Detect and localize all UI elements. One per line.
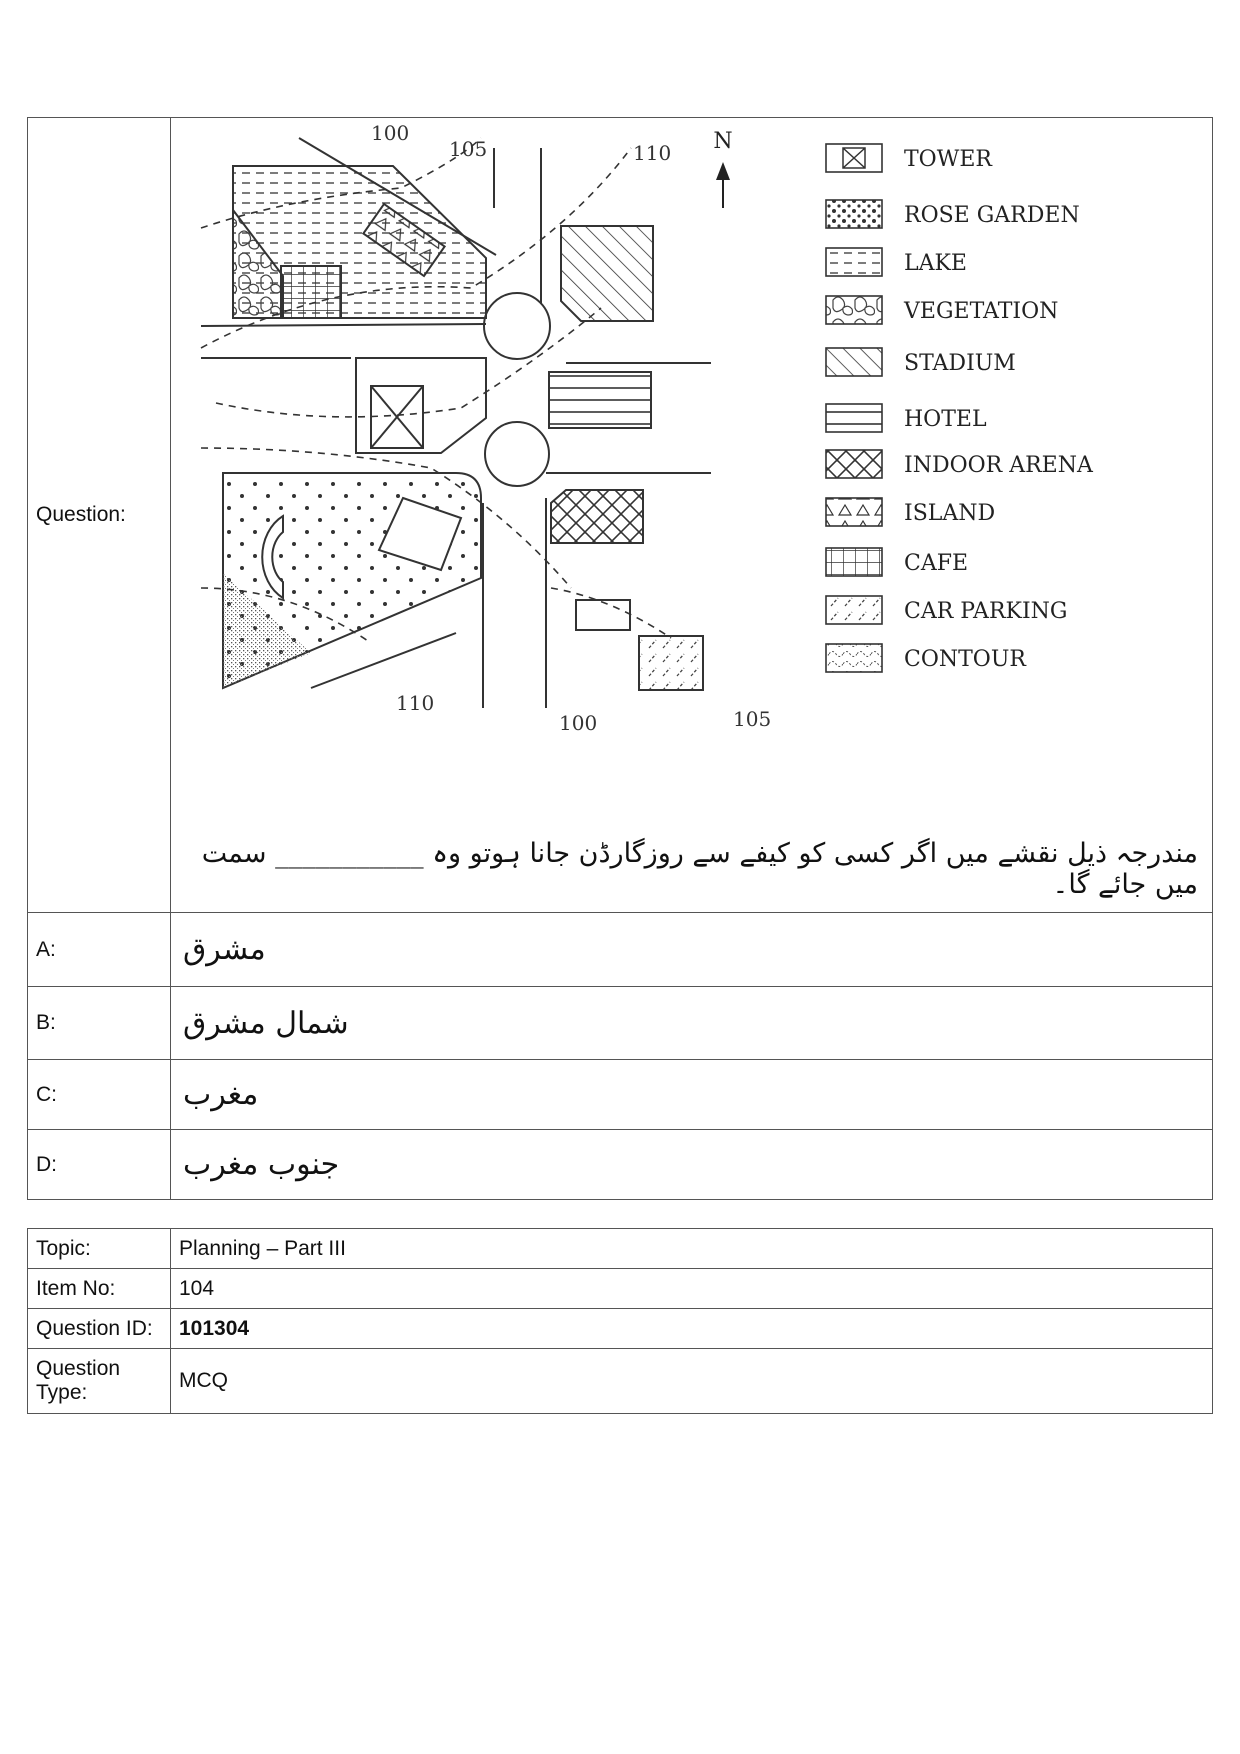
legend-label: STADIUM: [904, 351, 1016, 376]
contour-label: 110: [633, 141, 672, 165]
legend-swatch: [826, 348, 882, 376]
question-label: Question:: [28, 118, 171, 913]
north-arrow: [713, 129, 732, 208]
map-legend: [826, 144, 1094, 672]
option-a-text[interactable]: مشرق: [183, 932, 266, 967]
legend-swatch: [826, 296, 882, 324]
metadata-table: [27, 1228, 1213, 1414]
option-c-label: C:: [28, 1060, 171, 1130]
legend-swatch: [826, 498, 882, 526]
topic-label: Topic:: [28, 1229, 171, 1269]
contour-label: 110: [396, 691, 435, 715]
legend-swatch: [826, 644, 882, 672]
legend-label: ROSE GARDEN: [904, 203, 1080, 228]
legend-swatch: [826, 248, 882, 276]
map-drawing: [201, 138, 711, 708]
question-id-label: Question ID:: [28, 1309, 171, 1349]
question-content: [171, 118, 1213, 913]
legend-label: ISLAND: [904, 501, 996, 526]
legend-swatch: [826, 404, 882, 432]
legend-label: LAKE: [904, 251, 967, 276]
legend-swatch: [826, 596, 882, 624]
contour-label: 105: [449, 137, 488, 161]
question-type-label: Question Type:: [28, 1349, 171, 1414]
question-table: [27, 117, 1213, 1200]
legend-label: CAFE: [904, 551, 969, 576]
map-figure: [171, 118, 1201, 838]
option-b-label: B:: [28, 987, 171, 1060]
contour-label: 100: [371, 121, 410, 145]
topic-value: Planning – Part III: [171, 1229, 1213, 1269]
north-label: N: [713, 129, 733, 154]
legend-label: CONTOUR: [904, 647, 1026, 672]
question-stem: مندرجہ ذیل نقشے میں اگر کسی کو کیفے سے روزگارڈن جانا ہوتو وہ ___________ سمت میں جائے گا۔: [201, 838, 1198, 900]
legend-swatch: [826, 548, 882, 576]
contour-label: 100: [559, 711, 598, 735]
contour-label: 105: [733, 707, 772, 731]
option-a-label: A:: [28, 913, 171, 987]
legend-swatch: [826, 200, 882, 228]
legend-label: INDOOR ARENA: [904, 453, 1093, 478]
legend-label: TOWER: [904, 147, 992, 172]
option-d-text[interactable]: جنوب مغرب: [183, 1147, 340, 1182]
question-type-value: MCQ: [171, 1349, 1213, 1414]
item-no-label: Item No:: [28, 1269, 171, 1309]
item-no-value: 104: [171, 1269, 1213, 1309]
option-c-text[interactable]: مغرب: [183, 1077, 259, 1112]
question-id-value: 101304: [171, 1309, 1213, 1349]
legend-swatch: [826, 450, 882, 478]
legend-label: CAR PARKING: [904, 599, 1068, 624]
option-d-label: D:: [28, 1130, 171, 1200]
option-b-text[interactable]: شمال مشرق: [183, 1005, 349, 1041]
legend-label: VEGETATION: [904, 299, 1059, 324]
legend-label: HOTEL: [904, 407, 987, 432]
